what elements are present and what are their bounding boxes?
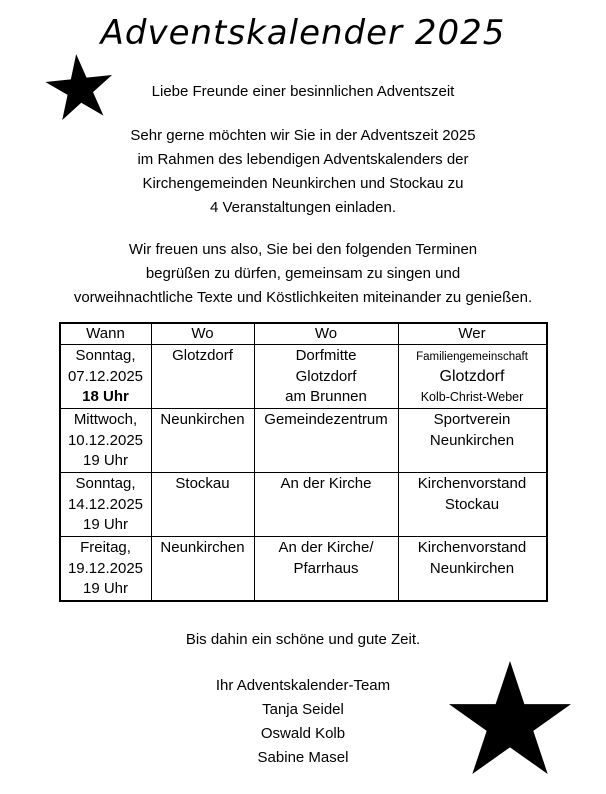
table-cell-line: Stockau <box>444 495 500 513</box>
table-cell <box>398 345 547 409</box>
signature-line: Ihr Adventskalender-Team <box>215 677 391 694</box>
table-cell <box>60 409 152 473</box>
table-cell-line: Glotzdorf <box>172 347 233 364</box>
column-header-wer: Wer <box>398 323 547 345</box>
table-cell-line: Sonntag, <box>75 347 136 364</box>
table-cell <box>151 409 254 473</box>
signature-line: Sabine Masel <box>257 749 349 766</box>
table-cell-line: Kirchenvorstand <box>417 539 527 556</box>
table-cell-line: 10.12.2025 <box>67 431 144 449</box>
table-row <box>60 409 547 473</box>
table-cell-line: Kolb-Christ-Weber <box>420 390 524 404</box>
greeting-line: Liebe Freunde einer besinnlichen Adventszeit <box>151 83 455 100</box>
invitation-line: Wir freuen uns also, Sie bei den folgenden Terminen <box>128 241 478 258</box>
signature-line: Oswald Kolb <box>260 725 346 742</box>
table-cell-line: An der Kirche <box>280 475 372 492</box>
table-cell <box>60 473 152 537</box>
table-cell-line: Freitag, <box>80 539 131 556</box>
table-cell-line: 18 Uhr <box>82 388 129 405</box>
table-cell-line: 19 Uhr <box>82 516 129 533</box>
invitation-line: begrüßen zu dürfen, gemeinsam zu singen und <box>145 265 461 282</box>
signature-line: Tanja Seidel <box>262 701 344 718</box>
intro-line: Sehr gerne möchten wir Sie in der Adventszeit 2025 <box>130 127 476 144</box>
table-row <box>60 537 547 602</box>
table-cell-line: Stockau <box>175 475 230 492</box>
invitation-paragraph <box>0 238 606 310</box>
table-cell-line: am Brunnen <box>285 388 367 405</box>
intro-line: 4 Veranstaltungen einladen. <box>210 199 396 216</box>
table-cell-line: 19 Uhr <box>82 452 129 469</box>
invitation-line: vorweihnachtliche Texte und Köstlichkeiten miteinander zu genießen. <box>73 289 533 306</box>
table-cell-line: Glotzdorf <box>295 367 357 385</box>
table-cell-line: Gemeindezentrum <box>264 411 388 428</box>
table-cell-line: Neunkirchen <box>160 539 245 556</box>
table-cell-line: 07.12.2025 <box>67 367 144 385</box>
schedule-table-body <box>60 345 547 602</box>
table-cell <box>254 345 398 409</box>
table-cell <box>60 345 152 409</box>
table-cell <box>254 409 398 473</box>
table-header-row <box>60 323 547 345</box>
table-cell-line: Neunkirchen <box>429 431 515 449</box>
table-cell <box>60 537 152 602</box>
closing-line: Bis dahin ein schöne und gute Zeit. <box>185 631 421 648</box>
table-cell-line: Neunkirchen <box>429 559 515 577</box>
table-row <box>60 473 547 537</box>
table-cell <box>398 473 547 537</box>
table-cell <box>151 473 254 537</box>
schedule-table <box>59 322 548 602</box>
table-cell-line: Glotzdorf <box>439 368 505 385</box>
star-icon <box>43 51 116 122</box>
table-cell-line: 19.12.2025 <box>67 559 144 577</box>
intro-line: im Rahmen des lebendigen Adventskalenders der <box>137 151 469 168</box>
table-row <box>60 345 547 409</box>
column-header-wo2: Wo <box>254 323 398 345</box>
column-header-wo1: Wo <box>151 323 254 345</box>
table-cell-line: Sonntag, <box>75 475 136 492</box>
page-title: Adventskalender 2025 <box>100 13 506 53</box>
table-cell <box>254 537 398 602</box>
table-cell-line: Kirchenvorstand <box>417 475 527 492</box>
table-cell-line: An der Kirche/ <box>278 539 374 556</box>
table-cell <box>398 537 547 602</box>
column-header-wann: Wann <box>60 323 152 345</box>
star-icon <box>449 661 571 774</box>
table-cell-line: Dorfmitte <box>295 347 357 364</box>
table-cell-line: Neunkirchen <box>160 411 245 428</box>
schedule-table-head <box>60 323 547 345</box>
table-cell <box>254 473 398 537</box>
table-cell <box>151 345 254 409</box>
table-cell-line: Sportverein <box>433 411 511 428</box>
table-cell-line: Pfarrhaus <box>293 559 359 577</box>
intro-line: Kirchengemeinden Neunkirchen und Stockau zu <box>142 175 464 192</box>
table-cell <box>151 537 254 602</box>
table-cell <box>398 409 547 473</box>
table-cell-line: 14.12.2025 <box>67 495 144 513</box>
intro-paragraph <box>0 124 606 220</box>
table-cell-line: Mittwoch, <box>73 411 138 428</box>
table-cell-line: 19 Uhr <box>82 580 129 597</box>
table-cell-line: Familiengemeinschaft <box>416 351 528 363</box>
